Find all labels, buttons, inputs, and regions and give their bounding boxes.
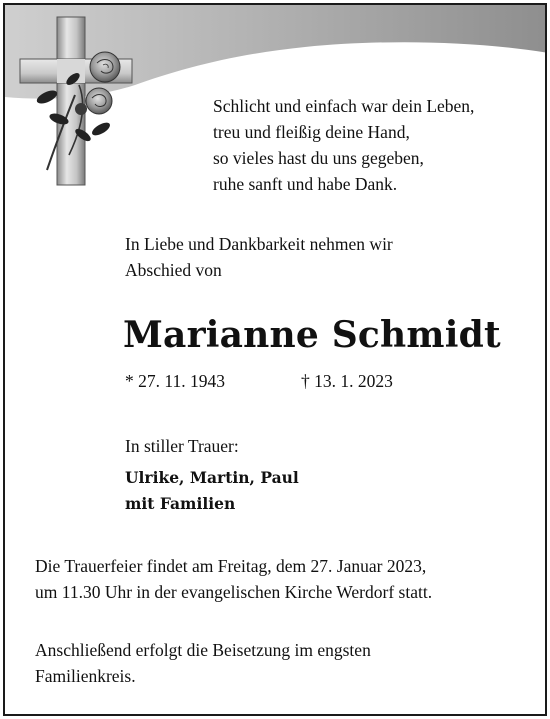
poem-line: so vieles hast du uns gegeben,: [213, 148, 424, 168]
service-line: Die Trauerfeier findet am Freitag, dem 27. Januar 2023,: [35, 556, 427, 576]
life-dates: [125, 369, 393, 393]
mourning-heading: In stiller Trauer:: [125, 436, 239, 456]
poem-line: treu und fleißig deine Hand,: [213, 122, 410, 142]
burial-info: [35, 637, 371, 689]
death-date: † 13. 1. 2023: [301, 371, 393, 391]
birth-date: * 27. 11. 1943: [125, 371, 225, 391]
poem-line: Schlicht und einfach war dein Leben,: [213, 96, 475, 116]
intro-line: Abschied von: [125, 260, 222, 280]
burial-line: Familienkreis.: [35, 666, 136, 686]
burial-line: Anschließend erfolgt die Beisetzung im engsten: [35, 640, 371, 660]
obituary-frame: [3, 3, 547, 716]
intro-line: In Liebe und Dankbarkeit nehmen wir: [125, 234, 393, 254]
poem: [213, 93, 474, 197]
mourners-block: [125, 433, 299, 517]
mourner-names: Ulrike, Martin, Paul: [125, 468, 299, 487]
mourner-families: mit Familien: [125, 494, 236, 513]
funeral-service-info: [35, 553, 432, 605]
deceased-name: Marianne Schmidt: [123, 314, 501, 356]
farewell-intro: [125, 231, 393, 283]
service-line: um 11.30 Uhr in der evangelischen Kirche Werdorf statt.: [35, 582, 433, 602]
poem-line: ruhe sanft und habe Dank.: [213, 174, 398, 194]
cross-with-roses-icon: [17, 15, 137, 190]
